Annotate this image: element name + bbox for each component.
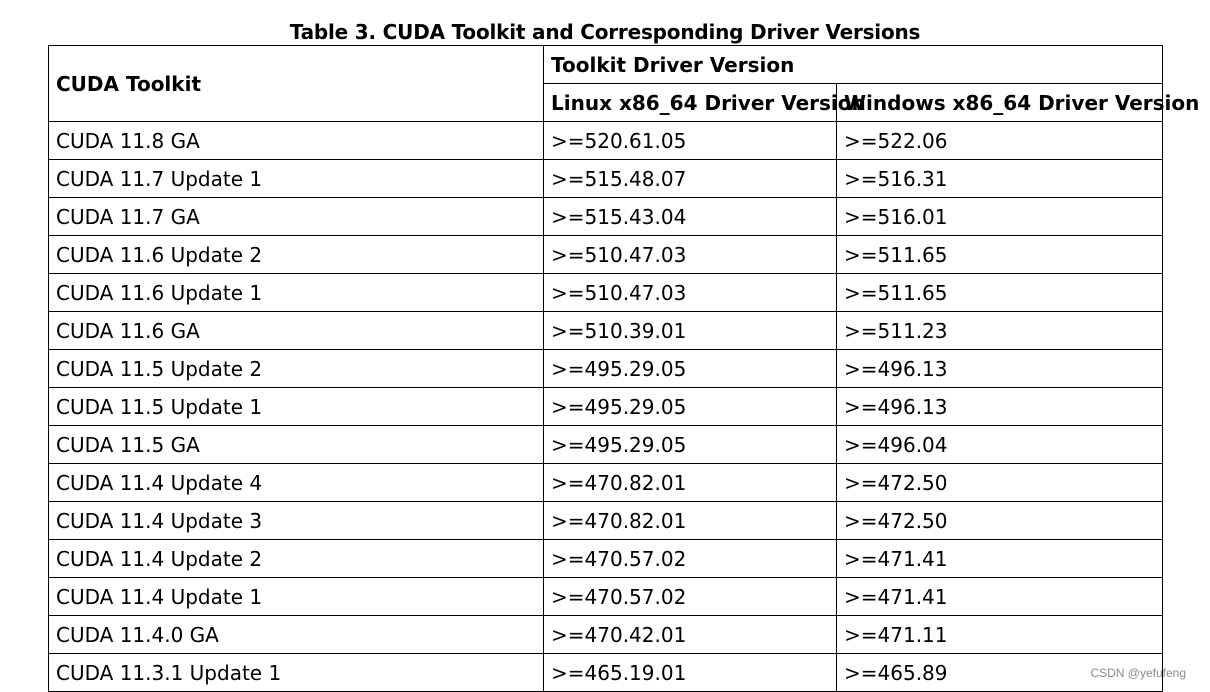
table-body xyxy=(49,122,1163,692)
cell-linux-driver: >=510.39.01 xyxy=(544,312,837,350)
cell-linux-driver: >=495.29.05 xyxy=(544,350,837,388)
header-toolkit-driver-version: Toolkit Driver Version xyxy=(544,46,1163,84)
cell-toolkit: CUDA 11.4 Update 1 xyxy=(49,578,544,616)
cell-windows-driver: >=471.41 xyxy=(837,578,1163,616)
cell-windows-driver: >=496.04 xyxy=(837,426,1163,464)
cell-windows-driver: >=511.65 xyxy=(837,274,1163,312)
cell-linux-driver: >=520.61.05 xyxy=(544,122,837,160)
cell-linux-driver: >=470.82.01 xyxy=(544,502,837,540)
header-row-top xyxy=(49,46,1163,84)
cell-toolkit: CUDA 11.5 Update 1 xyxy=(49,388,544,426)
cell-linux-driver: >=510.47.03 xyxy=(544,236,837,274)
cell-linux-driver: >=465.19.01 xyxy=(544,654,837,692)
cell-windows-driver: >=516.31 xyxy=(837,160,1163,198)
table-row xyxy=(49,578,1163,616)
header-windows-driver-version: Windows x86_64 Driver Version xyxy=(837,84,1163,122)
cell-toolkit: CUDA 11.4 Update 4 xyxy=(49,464,544,502)
cell-toolkit: CUDA 11.5 GA xyxy=(49,426,544,464)
table-row xyxy=(49,122,1163,160)
cell-linux-driver: >=510.47.03 xyxy=(544,274,837,312)
table-row xyxy=(49,312,1163,350)
table-row xyxy=(49,350,1163,388)
cell-windows-driver: >=511.23 xyxy=(837,312,1163,350)
cell-toolkit: CUDA 11.5 Update 2 xyxy=(49,350,544,388)
table-row xyxy=(49,426,1163,464)
cell-toolkit: CUDA 11.7 Update 1 xyxy=(49,160,544,198)
table-row xyxy=(49,464,1163,502)
table-header xyxy=(49,46,1200,122)
table-row xyxy=(49,198,1163,236)
cell-windows-driver: >=516.01 xyxy=(837,198,1163,236)
cell-windows-driver: >=471.11 xyxy=(837,616,1163,654)
table-row xyxy=(49,236,1163,274)
driver-version-table xyxy=(48,45,1200,692)
table-row xyxy=(49,654,1163,692)
table-row xyxy=(49,540,1163,578)
table-row xyxy=(49,160,1163,198)
header-linux-driver-version: Linux x86_64 Driver Version xyxy=(544,84,837,122)
cell-windows-driver: >=496.13 xyxy=(837,350,1163,388)
cell-linux-driver: >=470.42.01 xyxy=(544,616,837,654)
cell-toolkit: CUDA 11.6 Update 2 xyxy=(49,236,544,274)
cell-windows-driver: >=511.65 xyxy=(837,236,1163,274)
cell-linux-driver: >=515.48.07 xyxy=(544,160,837,198)
cell-windows-driver: >=471.41 xyxy=(837,540,1163,578)
table-row xyxy=(49,502,1163,540)
cell-linux-driver: >=495.29.05 xyxy=(544,426,837,464)
cell-toolkit: CUDA 11.6 Update 1 xyxy=(49,274,544,312)
cell-linux-driver: >=470.57.02 xyxy=(544,578,837,616)
cell-windows-driver: >=472.50 xyxy=(837,502,1163,540)
cell-toolkit: CUDA 11.4 Update 2 xyxy=(49,540,544,578)
cell-windows-driver: >=465.89 xyxy=(837,654,1163,692)
cell-toolkit: CUDA 11.8 GA xyxy=(49,122,544,160)
cell-windows-driver: >=472.50 xyxy=(837,464,1163,502)
watermark: CSDN @yefufeng xyxy=(1090,666,1186,680)
table-row xyxy=(49,388,1163,426)
table-row xyxy=(49,274,1163,312)
cell-toolkit: CUDA 11.7 GA xyxy=(49,198,544,236)
cell-windows-driver: >=496.13 xyxy=(837,388,1163,426)
table-caption: Table 3. CUDA Toolkit and Corresponding Driver Versions xyxy=(289,20,921,44)
cell-linux-driver: >=470.57.02 xyxy=(544,540,837,578)
cell-linux-driver: >=515.43.04 xyxy=(544,198,837,236)
cell-linux-driver: >=470.82.01 xyxy=(544,464,837,502)
header-cuda-toolkit: CUDA Toolkit xyxy=(49,46,544,122)
cell-toolkit: CUDA 11.4.0 GA xyxy=(49,616,544,654)
cell-windows-driver: >=522.06 xyxy=(837,122,1163,160)
cell-toolkit: CUDA 11.3.1 Update 1 xyxy=(49,654,544,692)
table-row xyxy=(49,616,1163,654)
cell-toolkit: CUDA 11.4 Update 3 xyxy=(49,502,544,540)
cell-linux-driver: >=495.29.05 xyxy=(544,388,837,426)
cell-toolkit: CUDA 11.6 GA xyxy=(49,312,544,350)
